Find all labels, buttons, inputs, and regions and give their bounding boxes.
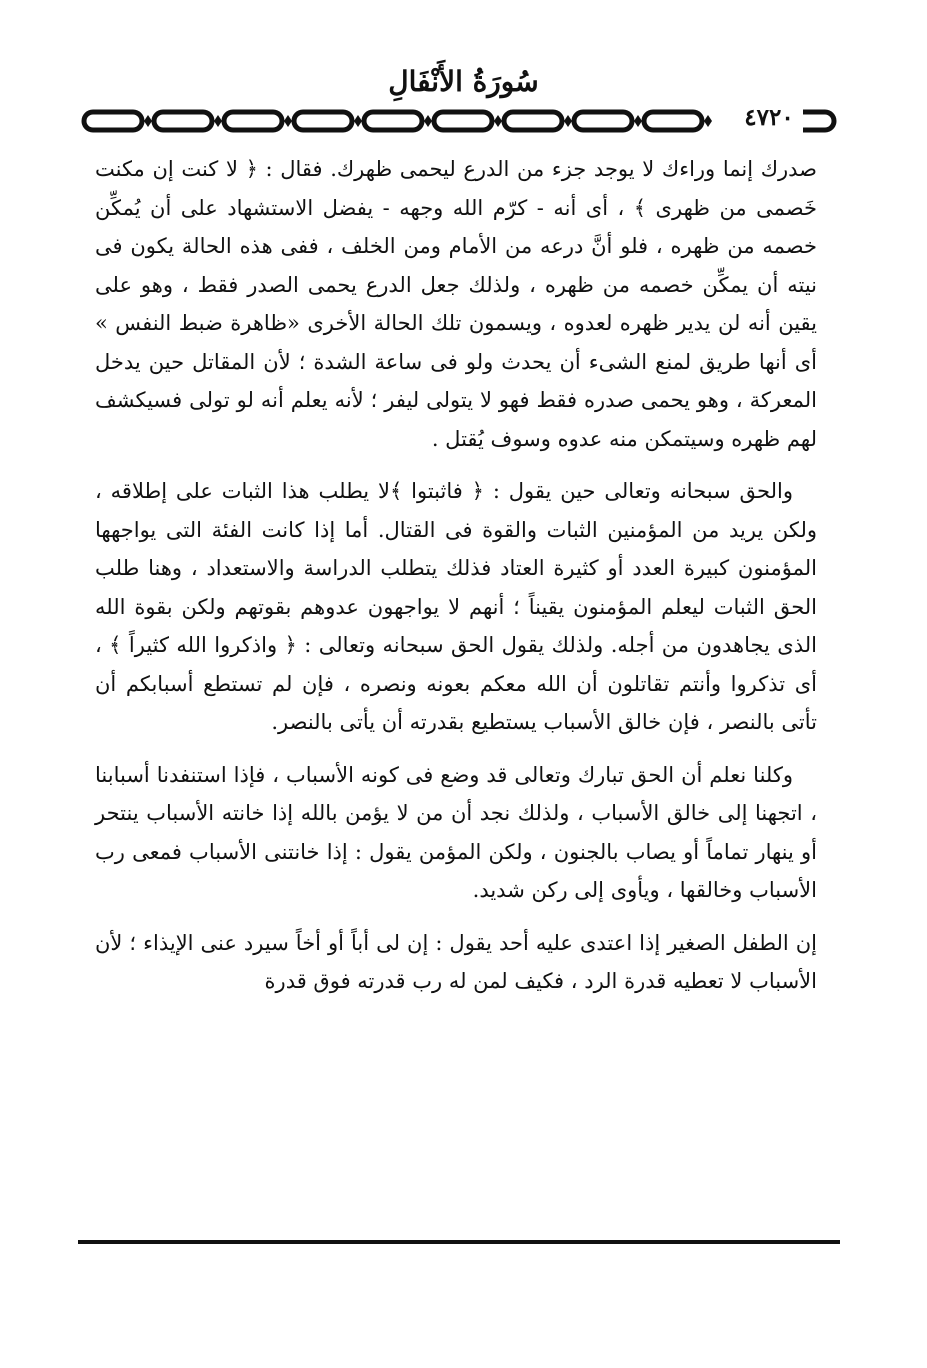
footer-divider <box>78 1240 840 1244</box>
page-body <box>95 150 817 1220</box>
page-number: ٤٧٢٠ <box>735 101 803 135</box>
paragraph-3: وكلنا نعلم أن الحق تبارك وتعالى قد وضع فى كونه الأسباب ، فإذا استنفدنا أسبابنا ، اتجهنا إلى خالق الأسباب ، ولذلك نجد أن من لا يؤمن بالله إذا خانته الأسباب ينتحر أو ينهار تماماً أو يصاب بالجنون ، ولكن المؤمن يقول : إذا خانتنى الأسباب فمعى رب الأسباب وخالقها ، ويأوى إلى ركن شديد. <box>95 762 817 902</box>
paragraph-1: صدرك إنما وراءك لا يوجد جزء من الدرع ليحمى ظهرك. فقال : ﴿ لا كنت إن مكنت خَصمى من ظهرى ﴾ ، أى أنه - كرّم الله وجهه - يفضل الاستشهاد على أن يُمكِّن خصمه من ظهره ، فلو أنَّ درعه من الأمام ومن الخلف ، ففى هذه الحالة يكون فى نيته أن يمكِّن خصمه من ظهره ، ولذلك جعل الدرع يحمى الصدر فقط ، وهو على يقين أنه لن يدير ظهره لعدوه ، ويسمون تلك الحالة الأخرى «ظاهرة ضبط النفس » أى أنها طريق لمنع الشىء أن يحدث ولو فى ساعة الشدة ؛ لأن المقاتل حين يدخل المعركة ، وهو يحمى صدره فقط فهو لا يتولى ليفر ؛ لأنه يعلم أنه لو تولى فسيكشف لهم ظهره وسيتمكن منه عدوه وسوف يُقتل . <box>95 157 817 451</box>
decorative-chain-border <box>78 104 840 138</box>
chain-ornament-icon <box>78 104 840 138</box>
paragraph-4: إن الطفل الصغير إذا اعتدى عليه أحد يقول : إن لى أباً أو أخاً سيرد عنى الإيذاء ؛ لأن الأسباب لا تعطيه قدرة الرد ، فكيف لمن له رب قدرته فوق قدرة <box>95 930 817 993</box>
surah-title: سُورَةُ الأَنْفَالِ <box>388 65 539 98</box>
paragraph-2: والحق سبحانه وتعالى حين يقول : ﴿ فاثبتوا ﴾لا يطلب هذا الثبات على إطلاقه ، ولكن يريد من المؤمنين الثبات والقوة فى القتال. أما إذا كانت الفئة التى يواجهها المؤمنون كبيرة العدد أو كثيرة العتاد فذلك يتطلب الدراسة والاستعداد ، وهنا طلب الحق الثبات ليعلم المؤمنون يقيناً ؛ أنهم لا يواجهون عدوهم بقوتهم ولكن بقوة الله الذى يجاهدون من أجله. ولذلك يقول الحق سبحانه وتعالى : ﴿ واذكروا الله كثيراً ﴾ ، أى تذكروا وأنتم تقاتلون أن الله معكم بعونه ونصره ، فإن لم تستطع أسبابكم أن تأتى بالنصر ، فإن خالق الأسباب يستطيع بقدرته أن يأتى بالنصر. <box>95 479 818 734</box>
